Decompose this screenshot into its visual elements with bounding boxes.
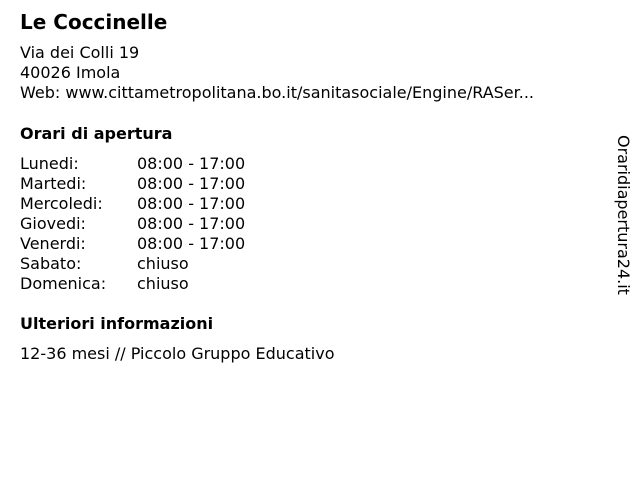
day-label: Mercoledi:	[20, 194, 103, 213]
street-address: Via dei Colli 19	[20, 43, 140, 62]
page-title: Le Coccinelle	[20, 10, 168, 34]
time-value: chiuso	[137, 274, 189, 293]
day-label: Giovedi:	[20, 214, 86, 233]
watermark-text: Oraridiapertura24.it	[614, 135, 633, 295]
time-value: 08:00 - 17:00	[137, 174, 246, 193]
site-watermark	[611, 135, 635, 309]
day-label: Domenica:	[20, 274, 107, 293]
time-value: 08:00 - 17:00	[137, 214, 246, 233]
time-value: 08:00 - 17:00	[137, 234, 246, 253]
day-label: Martedi:	[20, 174, 87, 193]
city-address: 40026 Imola	[20, 63, 121, 82]
website-link[interactable]: Web: www.cittametropolitana.bo.it/sanitasociale/Engine/RASer...	[20, 83, 535, 102]
time-value: chiuso	[137, 254, 189, 273]
day-label: Sabato:	[20, 254, 82, 273]
further-info-heading: Ulteriori informazioni	[20, 314, 214, 333]
day-label: Lunedi:	[20, 154, 79, 173]
further-info-text: 12-36 mesi // Piccolo Gruppo Educativo	[20, 344, 335, 363]
day-label: Venerdi:	[20, 234, 86, 253]
time-value: 08:00 - 17:00	[137, 194, 246, 213]
opening-hours-heading: Orari di apertura	[20, 124, 173, 143]
address-block	[20, 43, 534, 103]
time-value: 08:00 - 17:00	[137, 154, 246, 173]
